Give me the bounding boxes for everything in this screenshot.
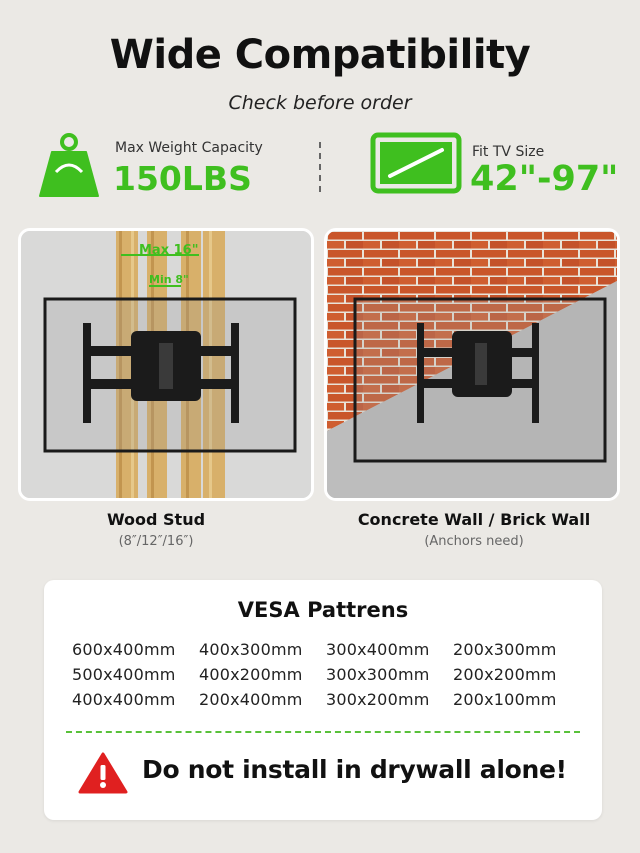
vesa-pattern: 500x400mm (72, 665, 176, 684)
vesa-pattern: 200x300mm (453, 640, 557, 659)
wood-stud-illustration (21, 231, 311, 498)
vesa-pattern: 300x300mm (326, 665, 430, 684)
card-divider (66, 731, 580, 733)
concrete-brick-image (324, 228, 620, 501)
warning-icon (78, 752, 128, 794)
spec-divider (319, 142, 321, 192)
vesa-pattern-grid (72, 640, 582, 715)
min-stud-label: Min 8" (149, 273, 189, 286)
vesa-row (72, 640, 582, 665)
tv-size-value: 42"-97" (470, 159, 619, 199)
tv-size-icon (370, 132, 462, 194)
vesa-pattern: 200x200mm (453, 665, 557, 684)
vesa-pattern: 400x200mm (199, 665, 303, 684)
vesa-pattern: 200x400mm (199, 690, 303, 709)
concrete-wall-subcaption: (Anchors need) (424, 534, 524, 549)
vesa-pattern: 300x400mm (326, 640, 430, 659)
tv-size-label: Fit TV Size (472, 144, 545, 160)
warning-text: Do not install in drywall alone! (142, 755, 567, 784)
vesa-pattern: 400x400mm (72, 690, 176, 709)
vesa-pattern: 600x400mm (72, 640, 176, 659)
drywall-warning (70, 750, 600, 796)
weight-capacity-value: 150LBS (113, 159, 252, 198)
vesa-row (72, 690, 582, 715)
page-title: Wide Compatibility (109, 32, 531, 78)
brick-wall-illustration (327, 231, 617, 498)
weight-icon (38, 132, 100, 200)
tv-size-spec (370, 132, 619, 202)
vesa-card (44, 580, 602, 820)
weight-capacity-label: Max Weight Capacity (115, 140, 263, 156)
wood-stud-caption: Wood Stud (106, 510, 206, 529)
weight-capacity-spec (38, 132, 278, 202)
wood-stud-subcaption: (8″/12″/16″) (118, 534, 194, 549)
vesa-title: VESA Pattrens (237, 598, 409, 622)
vesa-pattern: 400x300mm (199, 640, 303, 659)
concrete-wall-caption: Concrete Wall / Brick Wall (357, 510, 591, 529)
wood-stud-image (18, 228, 314, 501)
max-stud-label: Max 16" (139, 243, 199, 258)
vesa-row (72, 665, 582, 690)
vesa-pattern: 300x200mm (326, 690, 430, 709)
vesa-pattern: 200x100mm (453, 690, 557, 709)
page-subtitle: Check before order (228, 92, 412, 114)
